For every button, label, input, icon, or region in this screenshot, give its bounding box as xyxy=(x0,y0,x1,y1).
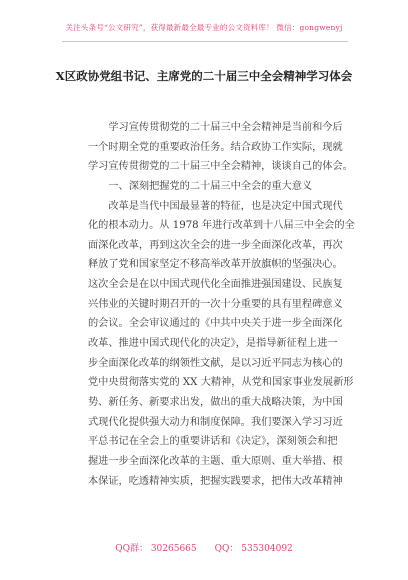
document-body xyxy=(88,118,355,491)
body-line: 的会议。全会审议通过的《中共中央关于进一步全面深化 xyxy=(88,318,343,330)
body-line: 兴伟业的关键时期召开的一次十分重要的具有里程碑意义 xyxy=(88,298,343,310)
body-line: 式现代化提供强大动力和制度保障。我们要深入学习习近 xyxy=(88,416,343,428)
section-heading: 一、深刻把握党的二十届三中全会的重大意义 xyxy=(88,180,313,192)
body-line: 面深化改革，再到这次全会的进一步全面深化改革，再次 xyxy=(88,239,343,251)
body-line: 化的根本动力。从 1978 年进行改革到十八届三中全会的全 xyxy=(88,220,355,232)
body-line: 本保证，吃透精神实质，把握实践要求，把伟大改革精神 xyxy=(88,475,343,487)
document-title: X区政协党组书记、主席党的二十届三中全会精神学习体会 xyxy=(55,69,353,83)
header-divider xyxy=(62,41,348,42)
body-line: 学习宣传贯彻党的二十届三中全会精神是当前和今后 xyxy=(88,122,343,133)
body-line: 党中央贯彻落实党的 XX 大精神，从党和国家事业发展新形 xyxy=(88,377,354,389)
body-line: 握进一步全面深化改革的主题、重大原则、重大举措、根 xyxy=(88,455,343,467)
body-line: 改革、推进中国式现代化的决定》，是指导新征程上进一 xyxy=(88,338,338,350)
body-line: 势、新任务、新要求出发，做出的重大战略决策，为中国 xyxy=(88,396,343,408)
body-line: 学习宣传贯彻党的二十届三中全会精神，谈谈自己的体会。 xyxy=(88,161,353,173)
header-promo-note: 关注头条号“公文研究”，获得最新最全最专业的公文资料库！ 微信：gongwenyj xyxy=(65,23,343,32)
body-line: 释放了党和国家坚定不移高举改革开放旗帜的坚强决心。 xyxy=(88,259,343,271)
body-line: 步全面深化改革的纲领性文献，是以习近平同志为核心的 xyxy=(88,357,343,369)
body-line: 这次全会是在以中国式现代化全面推进强国建设、民族复 xyxy=(88,279,343,291)
body-line: 平总书记在全会上的重要讲话和《决定》，深刻领会和把 xyxy=(88,436,338,448)
body-line: 改革是当代中国最显著的特征，也是决定中国式现代 xyxy=(88,200,343,212)
footer-contact: QQ群： 30265665 QQ： 535304092 xyxy=(115,544,293,554)
body-line: 一个时期全党的重要政治任务。结合政协工作实际，现就 xyxy=(88,141,343,153)
